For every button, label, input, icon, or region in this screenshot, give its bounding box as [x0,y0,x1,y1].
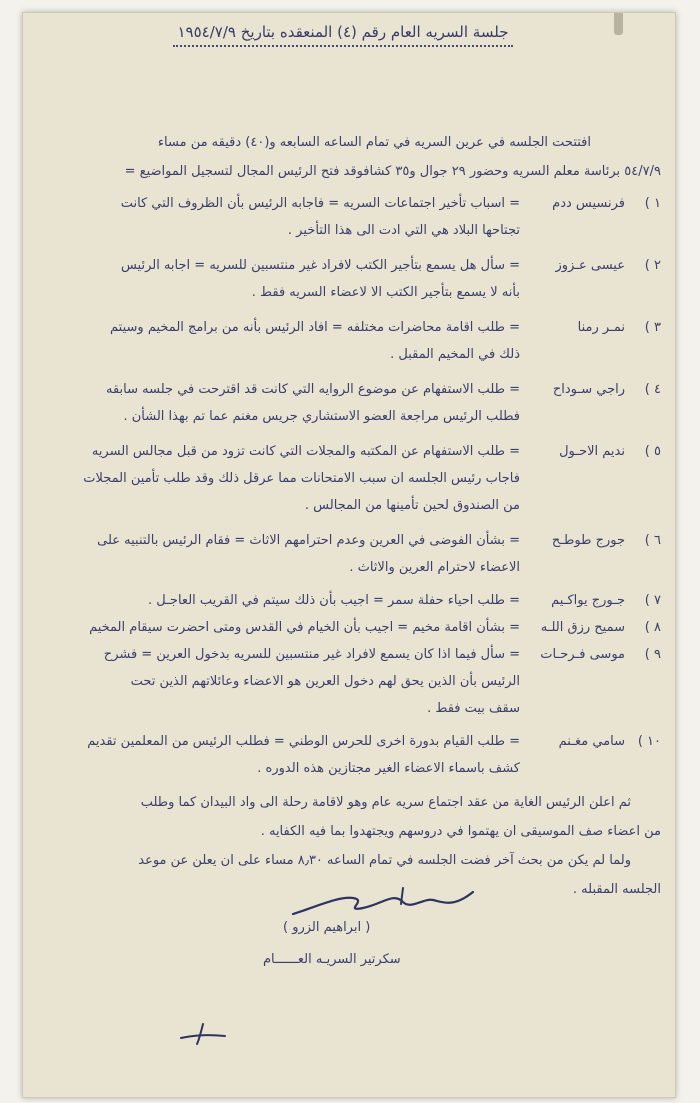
list-item [51,190,661,244]
list-item [51,376,661,430]
meeting-title: جلسة السريه العام رقم (٤) المنعقده بتاريخ ١٩٥٤/٧/٩ [173,23,513,47]
intro-line: افتتحت الجلسه في عرين السريه في تمام الساعه السابعه و(٤٠) دقيقه من مساء [157,135,591,150]
item-line: = بشأن الفوضى في العرين وعدم احترامهم الاثاث = فقام الرئيس بالتنبيه على [97,533,520,548]
item-number: ٩ ) [644,647,661,662]
list-item [51,728,661,782]
item-line: = طلب الاستفهام عن المكتبه والمجلات التي كانت تزود من قبل مجالس السريه [91,444,520,459]
intro-paragraph [51,128,661,186]
item-line: الرئيس بأن الذين يحق لهم دخول العرين هو الاعضاء وعائلاتهم الذين تحت [130,674,520,689]
item-number: ٣ ) [644,320,661,335]
binding-tab [614,13,623,35]
item-body [51,614,520,641]
signature-block [223,878,473,1058]
item-line: ذلك في المخيم المقبل . [390,347,520,362]
item-name: سامي مغـنم [558,734,625,749]
item-line: بأنه لا يسمع بتأجير الكتب الا لاعضاء السريه فقط . [251,285,520,300]
item-line: فاجاب رئيس الجلسه ان سبب الامتحانات مما عرقل ذلك وقد طلب تأمين المجلات [83,471,520,486]
initial-mark [173,1018,233,1048]
closing-line: من اعضاء صف الموسيقى ان يهتموا في دروسهم ويجتهدوا بما فيه الكفايه . [260,824,661,839]
item-name: سميح رزق اللـه [540,620,625,635]
item-name: فرنسيس ددم [552,196,625,211]
item-name: عيسى عـزوز [555,258,625,273]
list-item [51,438,661,519]
item-name: نمـر رمنا [577,320,625,335]
item-name: راجي سـوداح [552,382,625,397]
list-item [51,314,661,368]
handwritten-signature [283,878,483,923]
item-line: = طلب احياء حفلة سمر = اجيب بأن ذلك سيتم في القريب العاجـل . [148,593,520,608]
item-body [51,587,520,614]
item-line: الاعضاء لاحترام العرين والاثاث . [349,560,520,575]
item-line: = اسباب تأخير اجتماعات السريه = فاجابه الرئيس بأن الظروف التي كانت [120,196,520,211]
list-item [51,527,661,581]
item-number: ٨ ) [644,620,661,635]
item-number: ٢ ) [644,258,661,273]
item-body [51,641,520,722]
list-item [51,614,661,641]
item-body [51,314,520,368]
list-item [51,252,661,306]
item-name: جـورج يواكـيم [551,593,625,608]
item-name: نديم الاحـول [559,444,625,459]
signature-role: سكرتير السريـه العــــــام [263,952,401,967]
item-name: موسى فـرحـات [540,647,625,662]
item-line: = سأل فيما اذا كان يسمع لافراد غير منتسبين للسريه بدخول العرين = فشرح [103,647,520,662]
intro-line: ٥٤/٧/٩ برئاسة معلم السريه وحضور ٢٩ جوال و٣٥ كشافوقد فتح الرئيس المجال لتسجيل المواضيع = [124,164,661,179]
item-line: من الصندوق لحين تأمينها من المجالس . [304,498,520,513]
closing-line: الجلسه المقبله . [572,882,661,897]
items-list [51,190,661,782]
item-line: = طلب اقامة محاضرات مختلفه = افاد الرئيس بأنه من برامج المخيم وسيتم [110,320,520,335]
item-line: كشف باسماء الاعضاء الغير مجتازين هذه الدوره . [257,761,520,776]
closing-line: ثم اعلن الرئيس الغاية من عقد اجتماع سريه عام وهو لاقامة رحلة الى واد البيدان كما وطلب [140,795,631,810]
item-line: = بشأن اقامة مخيم = اجيب بأن الخيام في القدس ومتى احضرت سيقام المخيم [89,620,520,635]
item-body [51,728,520,782]
item-line: فطلب الرئيس مراجعة العضو الاستشاري جريس مغنم عما تم بهذا الشأن . [123,409,520,424]
item-number: ٦ ) [644,533,661,548]
item-body [51,527,520,581]
list-item [51,587,661,614]
item-number: ٤ ) [644,382,661,397]
item-line: = طلب الاستفهام عن موضوع الروايه التي كانت قد اقترحت في جلسه سابقه [106,382,520,397]
item-body [51,376,520,430]
item-line: = طلب القيام بدورة اخرى للحرس الوطني = فطلب الرئيس من المعلمين تقديم [87,734,520,749]
item-line: سقف بيت فقط . [427,701,520,716]
closing-line: ولما لم يكن من بحث آخر فضت الجلسه في تمام الساعه ٨٫٣٠ مساء على ان يعلن عن موعد [138,853,631,868]
item-line: = سأل هل يسمع بتأجير الكتب لافراد غير منتسبين للسريه = اجابه الرئيس [120,258,520,273]
item-name: جورج طوطـح [551,533,625,548]
item-body [51,438,520,519]
item-line: تجتاحها البلاد هي التي ادت الى هذا التأخير . [287,223,520,238]
item-number: ٥ ) [644,444,661,459]
item-number: ١٠ ) [637,734,661,749]
item-number: ١ ) [644,196,661,211]
signature-name: ( ابراهيم الزرو ) [283,920,371,935]
item-body [51,252,520,306]
item-body [51,190,520,244]
document-page [22,12,676,1098]
list-item [51,641,661,722]
item-number: ٧ ) [644,593,661,608]
document-body [51,68,661,904]
